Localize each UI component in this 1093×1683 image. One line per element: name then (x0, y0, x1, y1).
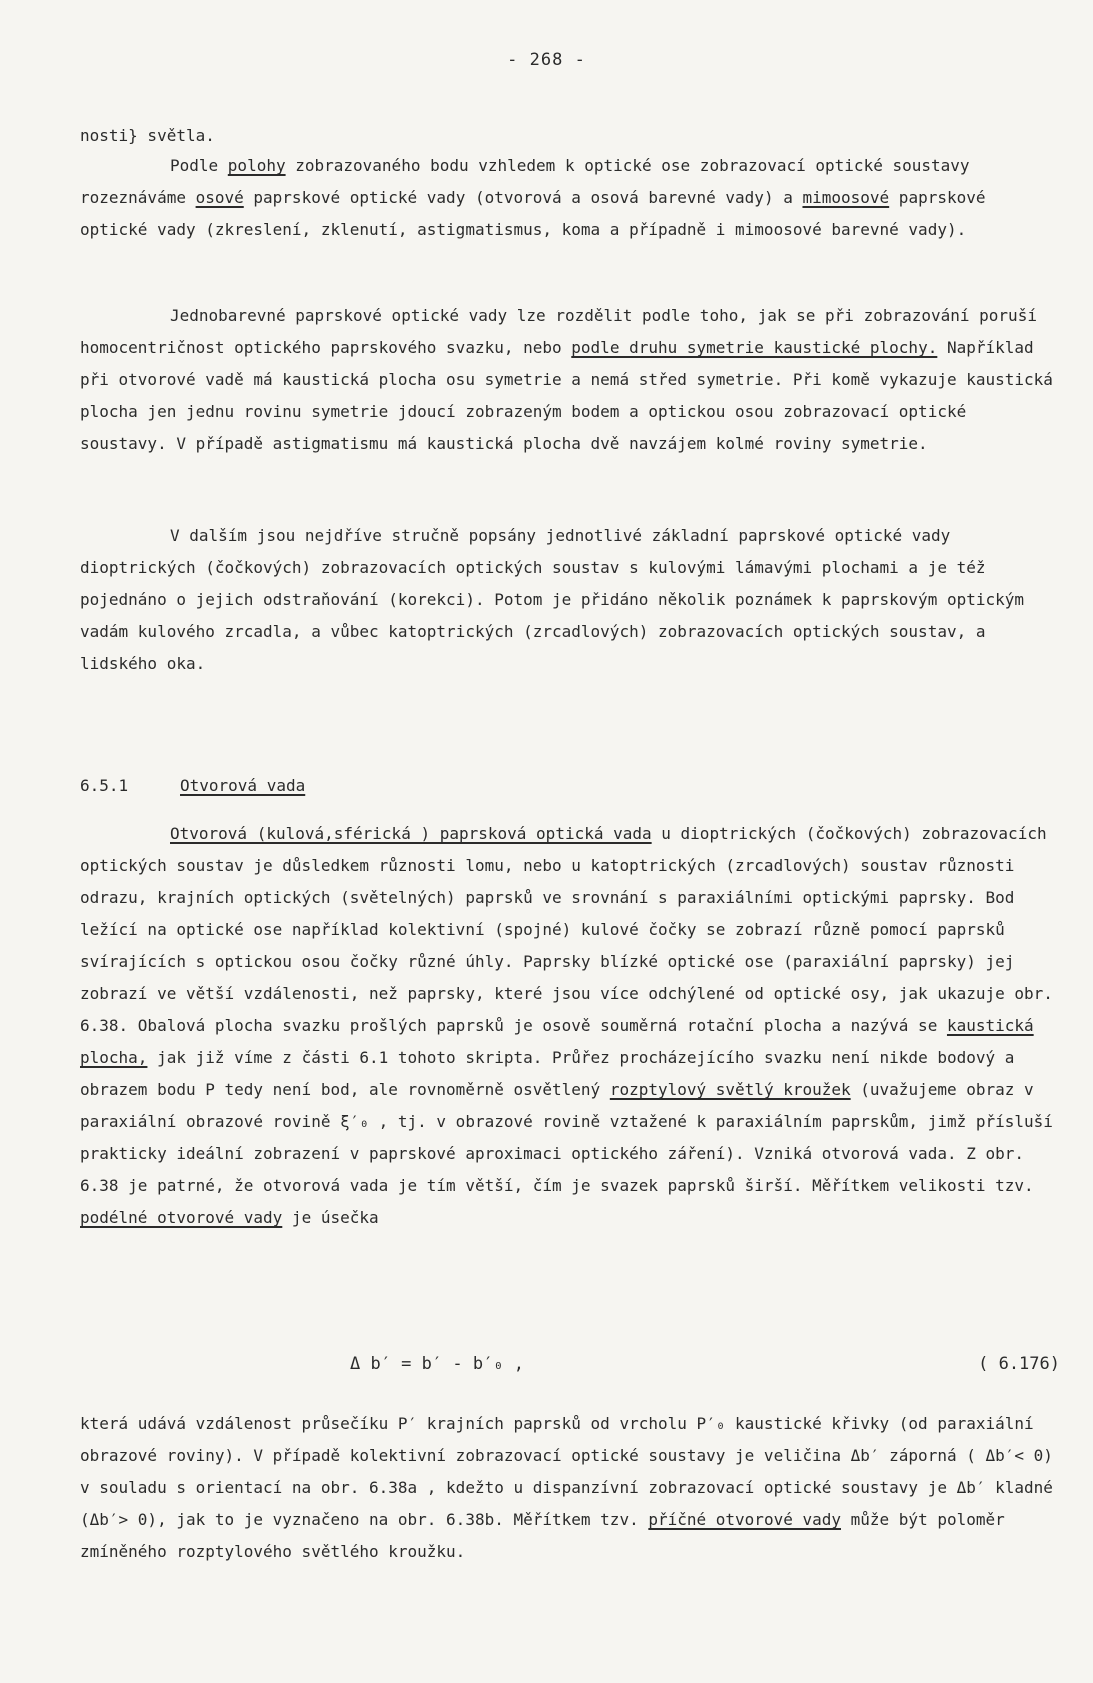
paragraph-spherical-aberration (80, 818, 1060, 1234)
section-heading (80, 770, 305, 802)
paragraph-text (80, 300, 1060, 460)
page-number: - 268 - (507, 50, 586, 70)
paragraph-monochromatic (80, 300, 1060, 460)
paragraph-text (80, 1408, 1060, 1568)
paragraph-continuation (80, 120, 1060, 152)
section-number: 6.5.1 (80, 776, 129, 795)
text-run: (uvažujeme obraz v paraxiální obrazové rovině ξ′₀ , tj. v obrazové rovině vztažené k paraxiálním paprskům, jimž přísluší prakticky ideální zobrazení v paprskové aproximaci optického záření). Vzniká otvorová vada. Z obr. 6.38 je patrné, že otvorová vada je tím větší, čím je svazek paprsků širší. Měřítkem velikosti tzv. (80, 1080, 1053, 1195)
text-run: může být poloměr zmíněného rozptylového světlého kroužku. (80, 1510, 1005, 1561)
text-run: u dioptrických (čočkových) zobrazovacích optických soustav je důsledkem různosti lomu, nebo u katoptrických (zrcadlových) soustav různosti odrazu, krajních optických (světelných) paprsků ve srovnání s paraxiálními optickými paprsky. Bod ležící na optické ose například kolektivní (spojné) kulové čočky se zobrazí různě pomocí paprsků svírajících s optickou osou čočky různé úhly. Paprsky blízké optické ose (paraxiální paprsky) jej zobrazí ve větší vzdálenosti, než paprsky, které jsou více odchýlené od optické osy, jak ukazuje obr. 6.38. Obalová plocha svazku prošlých paprsků je osově souměrná rotační plocha a nazývá se (80, 824, 1053, 1035)
paragraph-text (80, 150, 1060, 246)
text-run: paprskové optické vady (zkreslení, zklenutí, astigmatismus, koma a případně i mimoosové barevné vady). (80, 188, 986, 239)
paragraph-text (80, 818, 1060, 1234)
text-run: Jednobarevné paprskové optické vady lze rozdělit podle toho, jak se při zobrazování poruší homocentričnost optického paprskového svazku, nebo (80, 306, 1037, 357)
text-run: jak již víme z části 6.1 tohoto skripta. Průřez procházejícího svazku není nikde bodový a obrazem bodu P tedy není bod, ale rovnoměrně osvětlený (80, 1048, 1015, 1099)
paragraph-after-equation (80, 1408, 1060, 1568)
text-run: paprskové optické vady (otvorová a osová barevné vady) a (243, 188, 803, 207)
text-run: je úsečka (282, 1208, 379, 1227)
paragraph-overview (80, 520, 1060, 680)
text-run: která udává vzdálenost průsečíku P′ krajních paprsků od vrcholu P′₀ kaustické křivky (od paraxiální obrazové roviny). V případě kolektivní zobrazovací optické soustavy je veličina Δb′ záporná ( Δb′< 0) v souladu s orientací na obr. 6.38a , kdežto u dispanzívní zobrazovací optické soustavy je Δb′ kladné (Δb′> 0), jak to je vyznačeno na obr. 6.38b. Měřítkem tzv. (80, 1414, 1053, 1529)
equation-expression: Δ b′ = b′ - b′₀ , (350, 1354, 524, 1374)
underlined-term: rozptylový světlý kroužek (609, 1080, 851, 1099)
underlined-term: podélné otvorové vady (80, 1208, 283, 1227)
underlined-term: polohy (227, 156, 286, 175)
text-run: Například při otvorové vadě má kaustická plocha osu symetrie a nemá střed symetrie. Při komě vykazuje kaustická plocha jen jednu rovinu symetrie jdoucí zobrazeným bodem a optickou osou zobrazovací optické soustavy. V případě astigmatismu má kaustická plocha dvě navzájem kolmé roviny symetrie. (80, 338, 1053, 453)
paragraph-position (80, 150, 1060, 246)
underlined-term: osové (195, 188, 244, 207)
underlined-term: podle druhu symetrie kaustické plochy. (571, 338, 938, 357)
continuation-text: nosti} světla. (80, 126, 215, 145)
underlined-term: příčné otvorové vady (648, 1510, 841, 1529)
text-run: zobrazovaného bodu vzhledem k optické ose zobrazovací optické soustavy rozeznáváme (80, 156, 970, 207)
underlined-term: kaustická plocha, (80, 1016, 1034, 1067)
text-run: Podle (170, 156, 228, 175)
equation-label: ( 6.176) (978, 1354, 1060, 1374)
underlined-term: mimoosové (802, 188, 890, 207)
underlined-term: Otvorová (kulová,sférická ) paprsková optická vada (170, 824, 652, 843)
paragraph-text: V dalším jsou nejdříve stručně popsány jednotlivé základní paprskové optické vady dioptrických (čočkových) zobrazovacích optických soustav s kulovými lámavými plochami a je též pojednáno o jejich odstraňování (korekci). Potom je přidáno několik poznámek k paprskovým optickým vadám kulového zrcadla, a vůbec katoptrických (zrcadlových) zobrazovacích optických soustav, a lidského oka. (80, 526, 1025, 673)
section-title: Otvorová vada (180, 776, 306, 795)
